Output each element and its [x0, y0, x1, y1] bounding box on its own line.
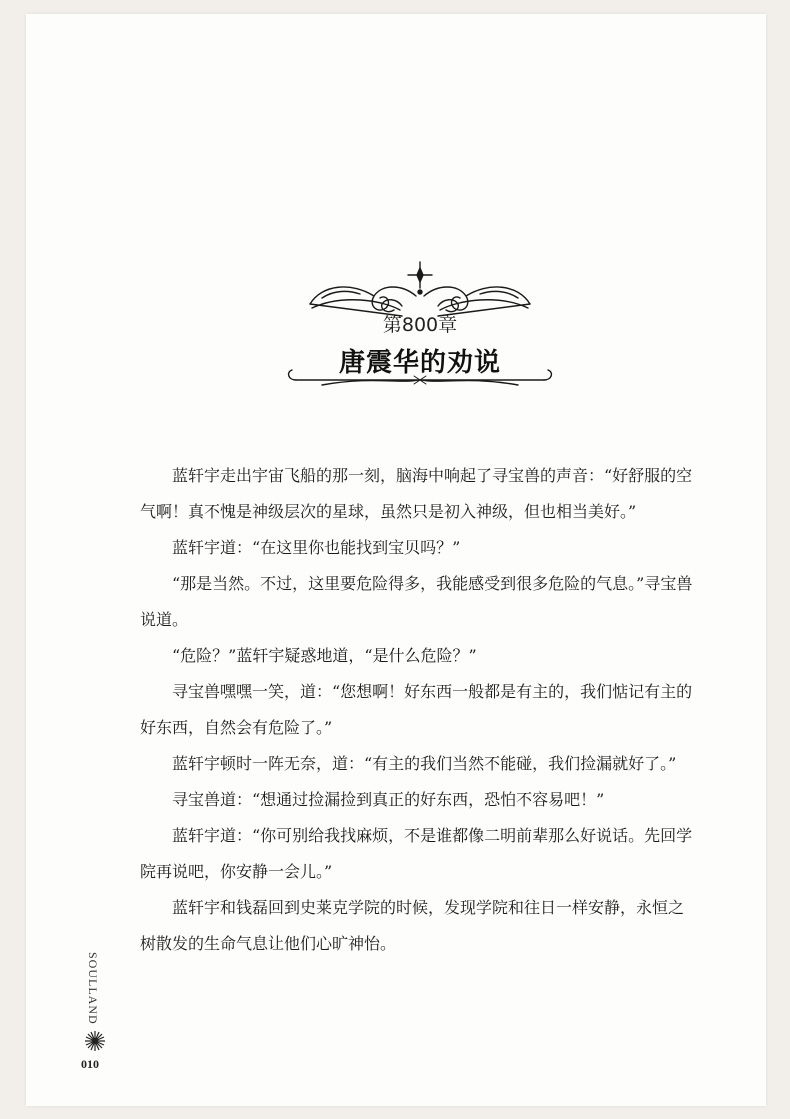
paragraph: 蓝轩宇道：“你可别给我找麻烦，不是谁都像二明前辈那么好说话。先回学院再说吧，你安静一会儿。”	[140, 826, 693, 881]
paragraph: 蓝轩宇走出宇宙飞船的那一刻，脑海中响起了寻宝兽的声音：“好舒服的空气啊！真不愧是神级层次的星球，虽然只是初入神级，但也相当美好。”	[140, 466, 693, 521]
paragraph: “那是当然。不过，这里要危险得多，我能感受到很多危险的气息。”寻宝兽说道。	[140, 574, 693, 629]
paragraph: 蓝轩宇道：“在这里你也能找到宝贝吗？”	[172, 538, 461, 557]
paragraph: “危险？”蓝轩宇疑惑地道，“是什么危险？”	[172, 646, 477, 665]
paragraph: 蓝轩宇顿时一阵无奈，道：“有主的我们当然不能碰，我们捡漏就好了。”	[172, 754, 677, 773]
series-label: SOULLAND	[86, 952, 100, 1025]
chapter-number: 第800章	[382, 314, 458, 336]
paragraph: 寻宝兽嘿嘿一笑，道：“您想啊！好东西一般都是有主的，我们惦记有主的好东西，自然会有危险了。”	[140, 682, 693, 737]
book-page	[26, 14, 766, 1106]
page-number: 010	[81, 1057, 99, 1071]
chapter-title: 唐震华的劝说	[338, 348, 501, 378]
paragraph: 寻宝兽道：“想通过捡漏捡到真正的好东西，恐怕不容易吧！”	[172, 790, 605, 809]
chapter-heading	[282, 254, 558, 404]
sunburst-icon	[84, 1030, 106, 1056]
paragraph: 蓝轩宇和钱磊回到史莱克学院的时候，发现学院和往日一样安静，永恒之树散发的生命气息让他们心旷神怡。	[140, 898, 685, 953]
chapter-body	[140, 458, 696, 962]
